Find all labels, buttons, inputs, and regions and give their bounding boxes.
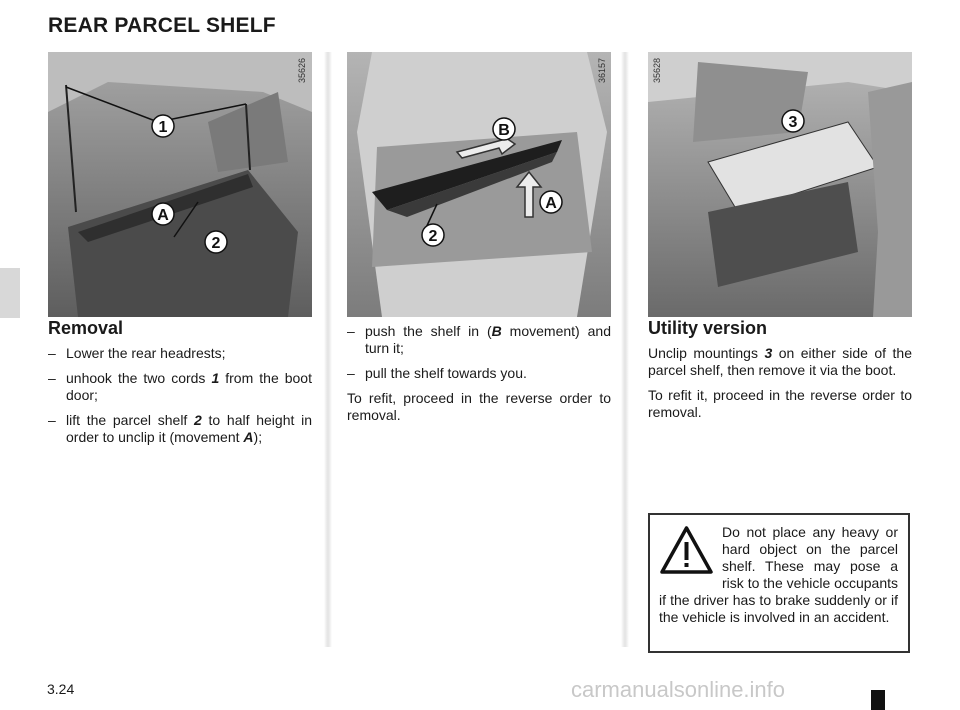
svg-text:B: B <box>498 122 510 139</box>
section-tab <box>0 268 20 318</box>
svg-text:3: 3 <box>788 114 798 131</box>
column-divider <box>621 52 629 647</box>
list-item: – pull the shelf towards you. <box>347 365 527 381</box>
svg-text:A: A <box>545 195 557 212</box>
utility-refit: To refit it, proceed in the reverse order to removal. <box>648 387 912 420</box>
svg-text:1: 1 <box>158 119 168 136</box>
removal-continued <box>347 320 611 432</box>
photo-shelf-removal <box>347 52 611 317</box>
page-number: 3.24 <box>47 681 75 697</box>
refit-text: To refit, proceed in the reverse order to removal. <box>347 390 611 423</box>
utility-section <box>648 320 912 429</box>
corner-mark <box>871 690 885 710</box>
photo-reference: 36157 <box>597 58 607 84</box>
list-item: – lift the parcel shelf 2 to half height in order to unclip it (movement A); <box>48 412 312 445</box>
utility-paragraph: Unclip mountings 3 on either side of the parcel shelf, then remove it via the boot. <box>648 345 912 378</box>
list-item: – push the shelf in (B movement) and turn it; <box>347 323 611 356</box>
warning-text: Do not place any heavy or hard object on the parcel shelf. These may pose a risk to the vehicle occupants if the driver has to brake suddenly or if the vehicle is involved in an accident. <box>659 524 898 625</box>
watermark: carmanualsonline.info <box>571 677 786 702</box>
photo-boot-open-cords <box>48 52 312 317</box>
svg-text:2: 2 <box>211 235 221 252</box>
svg-text:A: A <box>157 207 169 224</box>
list-item: – Lower the rear headrests; <box>48 345 226 361</box>
utility-heading: Utility version <box>648 318 768 338</box>
column-divider <box>324 52 332 647</box>
warning-box <box>648 513 910 653</box>
page-title: REAR PARCEL SHELF <box>48 14 276 37</box>
photo-reference: 35628 <box>652 58 662 84</box>
photo-reference: 35626 <box>297 58 307 84</box>
removal-heading: Removal <box>48 318 124 338</box>
list-item: – unhook the two cords 1 from the boot door; <box>48 370 312 403</box>
photo-utility-version <box>648 52 912 317</box>
warning-triangle-icon <box>659 524 714 576</box>
svg-text:2: 2 <box>428 228 438 245</box>
removal-section <box>48 320 312 454</box>
